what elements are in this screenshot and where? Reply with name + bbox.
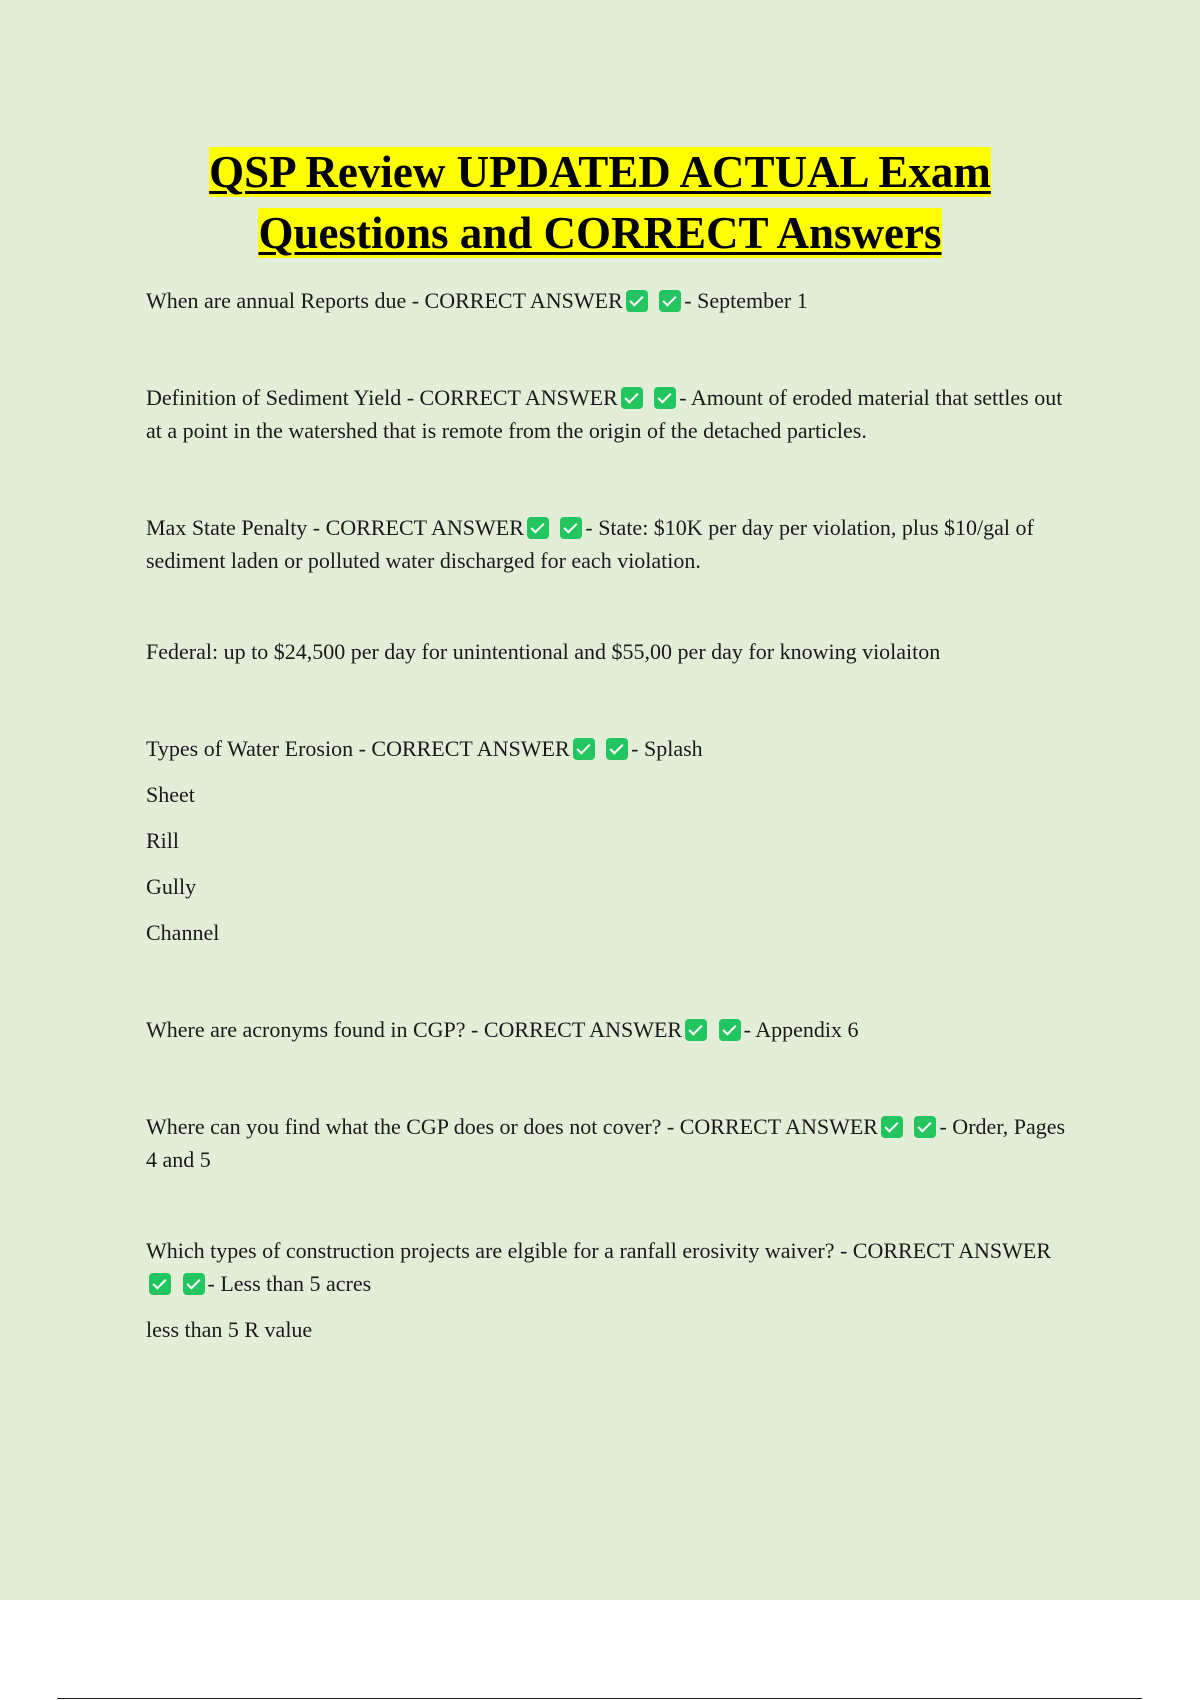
check-box-icon xyxy=(621,387,643,409)
answer-line: Sheet xyxy=(146,782,195,807)
check-box-icon xyxy=(719,1019,741,1041)
title-line-2: Questions and CORRECT Answers xyxy=(258,208,942,258)
check-box-icon xyxy=(659,290,681,312)
answer-text: - September 1 xyxy=(684,288,808,313)
answer-line: Gully xyxy=(146,874,197,899)
qa-item xyxy=(146,511,1066,577)
answer-text: - Less than 5 acres xyxy=(207,1271,372,1296)
question-text: Which types of construction projects are elgible for a ranfall erosivity waiver? - CORRECT ANSWER xyxy=(146,1238,1052,1263)
answer-text: - Order, Pages 4 and 5 xyxy=(146,1114,1066,1172)
question-text: Definition of Sediment Yield - CORRECT ANSWER xyxy=(146,385,618,410)
question-text: When are annual Reports due - CORRECT ANSWER xyxy=(146,288,623,313)
check-box-icon xyxy=(626,290,648,312)
page-title xyxy=(100,142,1100,264)
check-box-icon xyxy=(654,387,676,409)
check-box-icon xyxy=(183,1273,205,1295)
answer-text: - State: $10K per day per violation, plus $10/gal of sediment laden or polluted water discharged for each violation. xyxy=(146,515,1034,573)
title-line-1: QSP Review UPDATED ACTUAL Exam xyxy=(209,147,991,197)
question-text: Where are acronyms found in CGP? - CORRECT ANSWER xyxy=(146,1017,683,1042)
body-text: Federal: up to $24,500 per day for unintentional and $55,00 per day for knowing violaiton xyxy=(146,639,941,664)
answer-text: - Appendix 6 xyxy=(743,1017,859,1042)
qa-item xyxy=(146,732,1066,765)
question-text: Types of Water Erosion - CORRECT ANSWER xyxy=(146,736,570,761)
qa-item xyxy=(146,1234,1066,1300)
check-box-icon xyxy=(914,1116,936,1138)
check-box-icon xyxy=(685,1019,707,1041)
qa-item xyxy=(146,284,1066,317)
qa-item xyxy=(146,1110,1066,1176)
answer-text: - Splash xyxy=(631,736,703,761)
question-text: Where can you find what the CGP does or does not cover? - CORRECT ANSWER xyxy=(146,1114,878,1139)
check-box-icon xyxy=(573,738,595,760)
qa-item xyxy=(146,635,1066,668)
footer-divider xyxy=(57,1698,1142,1699)
answer-line: Channel xyxy=(146,920,220,945)
answer-text: - Amount of eroded material that settles out at a point in the watershed that is remote from the origin of the detached particles. xyxy=(146,385,1063,443)
check-box-icon xyxy=(560,517,582,539)
qa-list xyxy=(146,284,1066,1346)
check-box-icon xyxy=(149,1273,171,1295)
question-text: Max State Penalty - CORRECT ANSWER xyxy=(146,515,524,540)
check-box-icon xyxy=(606,738,628,760)
qa-item xyxy=(146,381,1066,447)
check-box-icon xyxy=(527,517,549,539)
check-box-icon xyxy=(881,1116,903,1138)
answer-line: less than 5 R value xyxy=(146,1317,313,1342)
qa-item xyxy=(146,1013,1066,1046)
answer-line: Rill xyxy=(146,828,180,853)
